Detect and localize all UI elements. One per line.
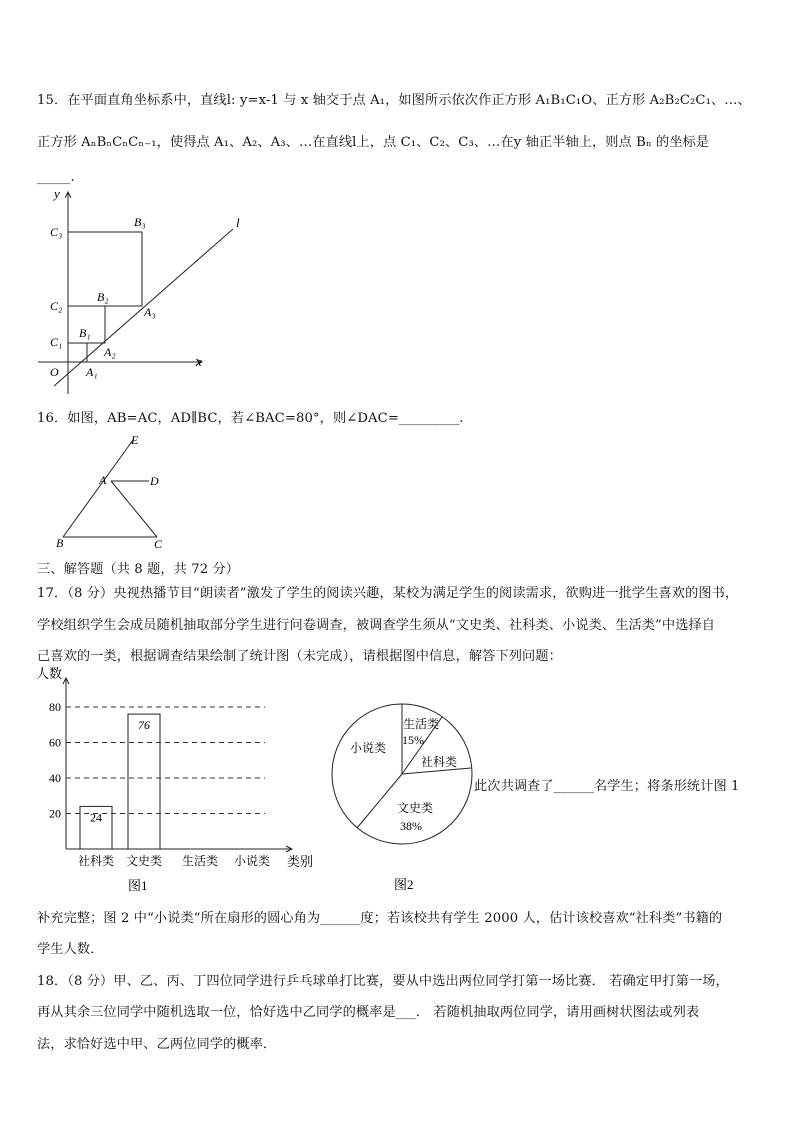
label-C1: C₁ xyxy=(50,335,63,349)
bar-category-label: 文史类 xyxy=(125,854,163,868)
label-y: y xyxy=(54,186,60,201)
label-D: D xyxy=(150,474,159,488)
q18-line2: 再从其余三位同学中随机选取一位，恰好选中乙同学的概率是___． 若随机抽取两位同学，请用画树状图法或列表 xyxy=(37,1005,700,1020)
bar-category-label: 生活类 xyxy=(181,854,219,868)
bar-chart xyxy=(30,664,330,896)
q15-line1: 15．在平面直角坐标系中，直线l: y=x-1 与 x 轴交于点 A₁，如图所示依次作正方形 A₁B₁C₁O、正方形 A₂B₂C₂C₁、…、 xyxy=(37,93,751,108)
pie-label-sheke: 社科类 xyxy=(421,755,458,769)
bar-tick-label: 60 xyxy=(49,735,61,750)
label-E: E xyxy=(131,433,139,447)
label-A1: A₁ xyxy=(86,365,98,379)
q17-line3: 己喜欢的一类，根据调查结果绘制了统计图（未完成），请根据图中信息，解答下列问题： xyxy=(37,649,562,664)
bar-chart-caption: 图1 xyxy=(128,878,148,893)
bar-category-label: 小说类 xyxy=(233,854,271,868)
q15-line2: 正方形 AₙBₙCₙCₙ₋₁，使得点 A₁、A₂、A₃、…在直线l上，点 C₁、C₂、C₃、…在y 轴正半轴上，则点 Bₙ 的坐标是 xyxy=(37,135,710,150)
section3-heading: 三、解答题（共 8 题，共 72 分） xyxy=(37,562,240,577)
label-A3: A₃ xyxy=(144,305,156,319)
pie-divider-3 xyxy=(357,774,402,828)
label-B1: B₁ xyxy=(79,326,91,340)
q17-side-text: 此次共调查了______名学生；将条形统计图 1 xyxy=(474,779,740,794)
label-A2: A₂ xyxy=(104,345,116,359)
label-B2: B₂ xyxy=(97,290,109,304)
label-C: C xyxy=(154,537,163,551)
q17-line2: 学校组织学生会成员随机抽取部分学生进行问卷调查，被调查学生须从“文史类、社科类、小说类、生活类”中选择自 xyxy=(37,618,716,633)
bar-tick-label: 80 xyxy=(49,700,61,714)
q18-line1: 18．（8 分）甲、乙、丙、丁四位同学进行乒乓球单打比赛，要从中选出两位同学打第一场比赛． 若确定甲打第一场， xyxy=(37,974,729,989)
bar-tick-label: 40 xyxy=(49,771,61,785)
pie-label-shenghuo: 生活类 xyxy=(403,717,440,731)
q16-line1: 16．如图，AB=AC，AD∥BC，若∠BAC=80°，则∠DAC=_________. xyxy=(37,411,464,426)
bar xyxy=(128,714,160,849)
segment-BE xyxy=(63,440,133,537)
q17-line1: 17．（8 分）央视热播节目“朗读者”激发了学生的阅读兴趣，某校为满足学生的阅读需求，欲购进一批学生喜欢的图书， xyxy=(37,586,739,601)
bar-value-label: 76 xyxy=(138,718,150,733)
pie-value-shenghuo: 15% xyxy=(402,733,424,747)
pie-value-wenshi: 38% xyxy=(400,819,422,833)
bar-tick-label: 20 xyxy=(49,806,61,821)
q16-figure xyxy=(50,430,180,552)
segment-AC xyxy=(111,481,157,537)
q17-line4: 补充完整；图 2 中“小说类”所在扇形的圆心角为______度；若该校共有学生 2000 人，估计该校喜欢“社科类”书籍的 xyxy=(37,911,723,926)
label-A: A xyxy=(99,473,107,487)
label-l: l xyxy=(236,215,240,230)
pie-label-xiaoshuo: 小说类 xyxy=(350,741,387,755)
q18-line3: 法，求恰好选中甲、乙两位同学的概率． xyxy=(37,1037,277,1052)
bar-chart-ylabel: 人数 xyxy=(36,666,63,681)
pie-label-wenshi: 文史类 xyxy=(397,801,434,815)
q15-line3: _____. xyxy=(37,170,75,185)
bar-value-label: 24 xyxy=(90,810,102,825)
pie-chart-caption: 图2 xyxy=(394,877,414,892)
bar-chart-xlabel: 类别 xyxy=(287,854,314,869)
label-O: O xyxy=(50,365,59,379)
pie-chart xyxy=(330,700,476,896)
label-x: x xyxy=(196,354,202,369)
q15-figure xyxy=(30,186,245,400)
label-B: B xyxy=(56,536,64,550)
label-C3: C₃ xyxy=(50,225,63,239)
label-C2: C₂ xyxy=(50,299,63,313)
bar-category-label: 社科类 xyxy=(77,854,115,868)
label-B3: B₃ xyxy=(134,215,146,229)
q17-line5: 学生人数． xyxy=(37,942,104,957)
